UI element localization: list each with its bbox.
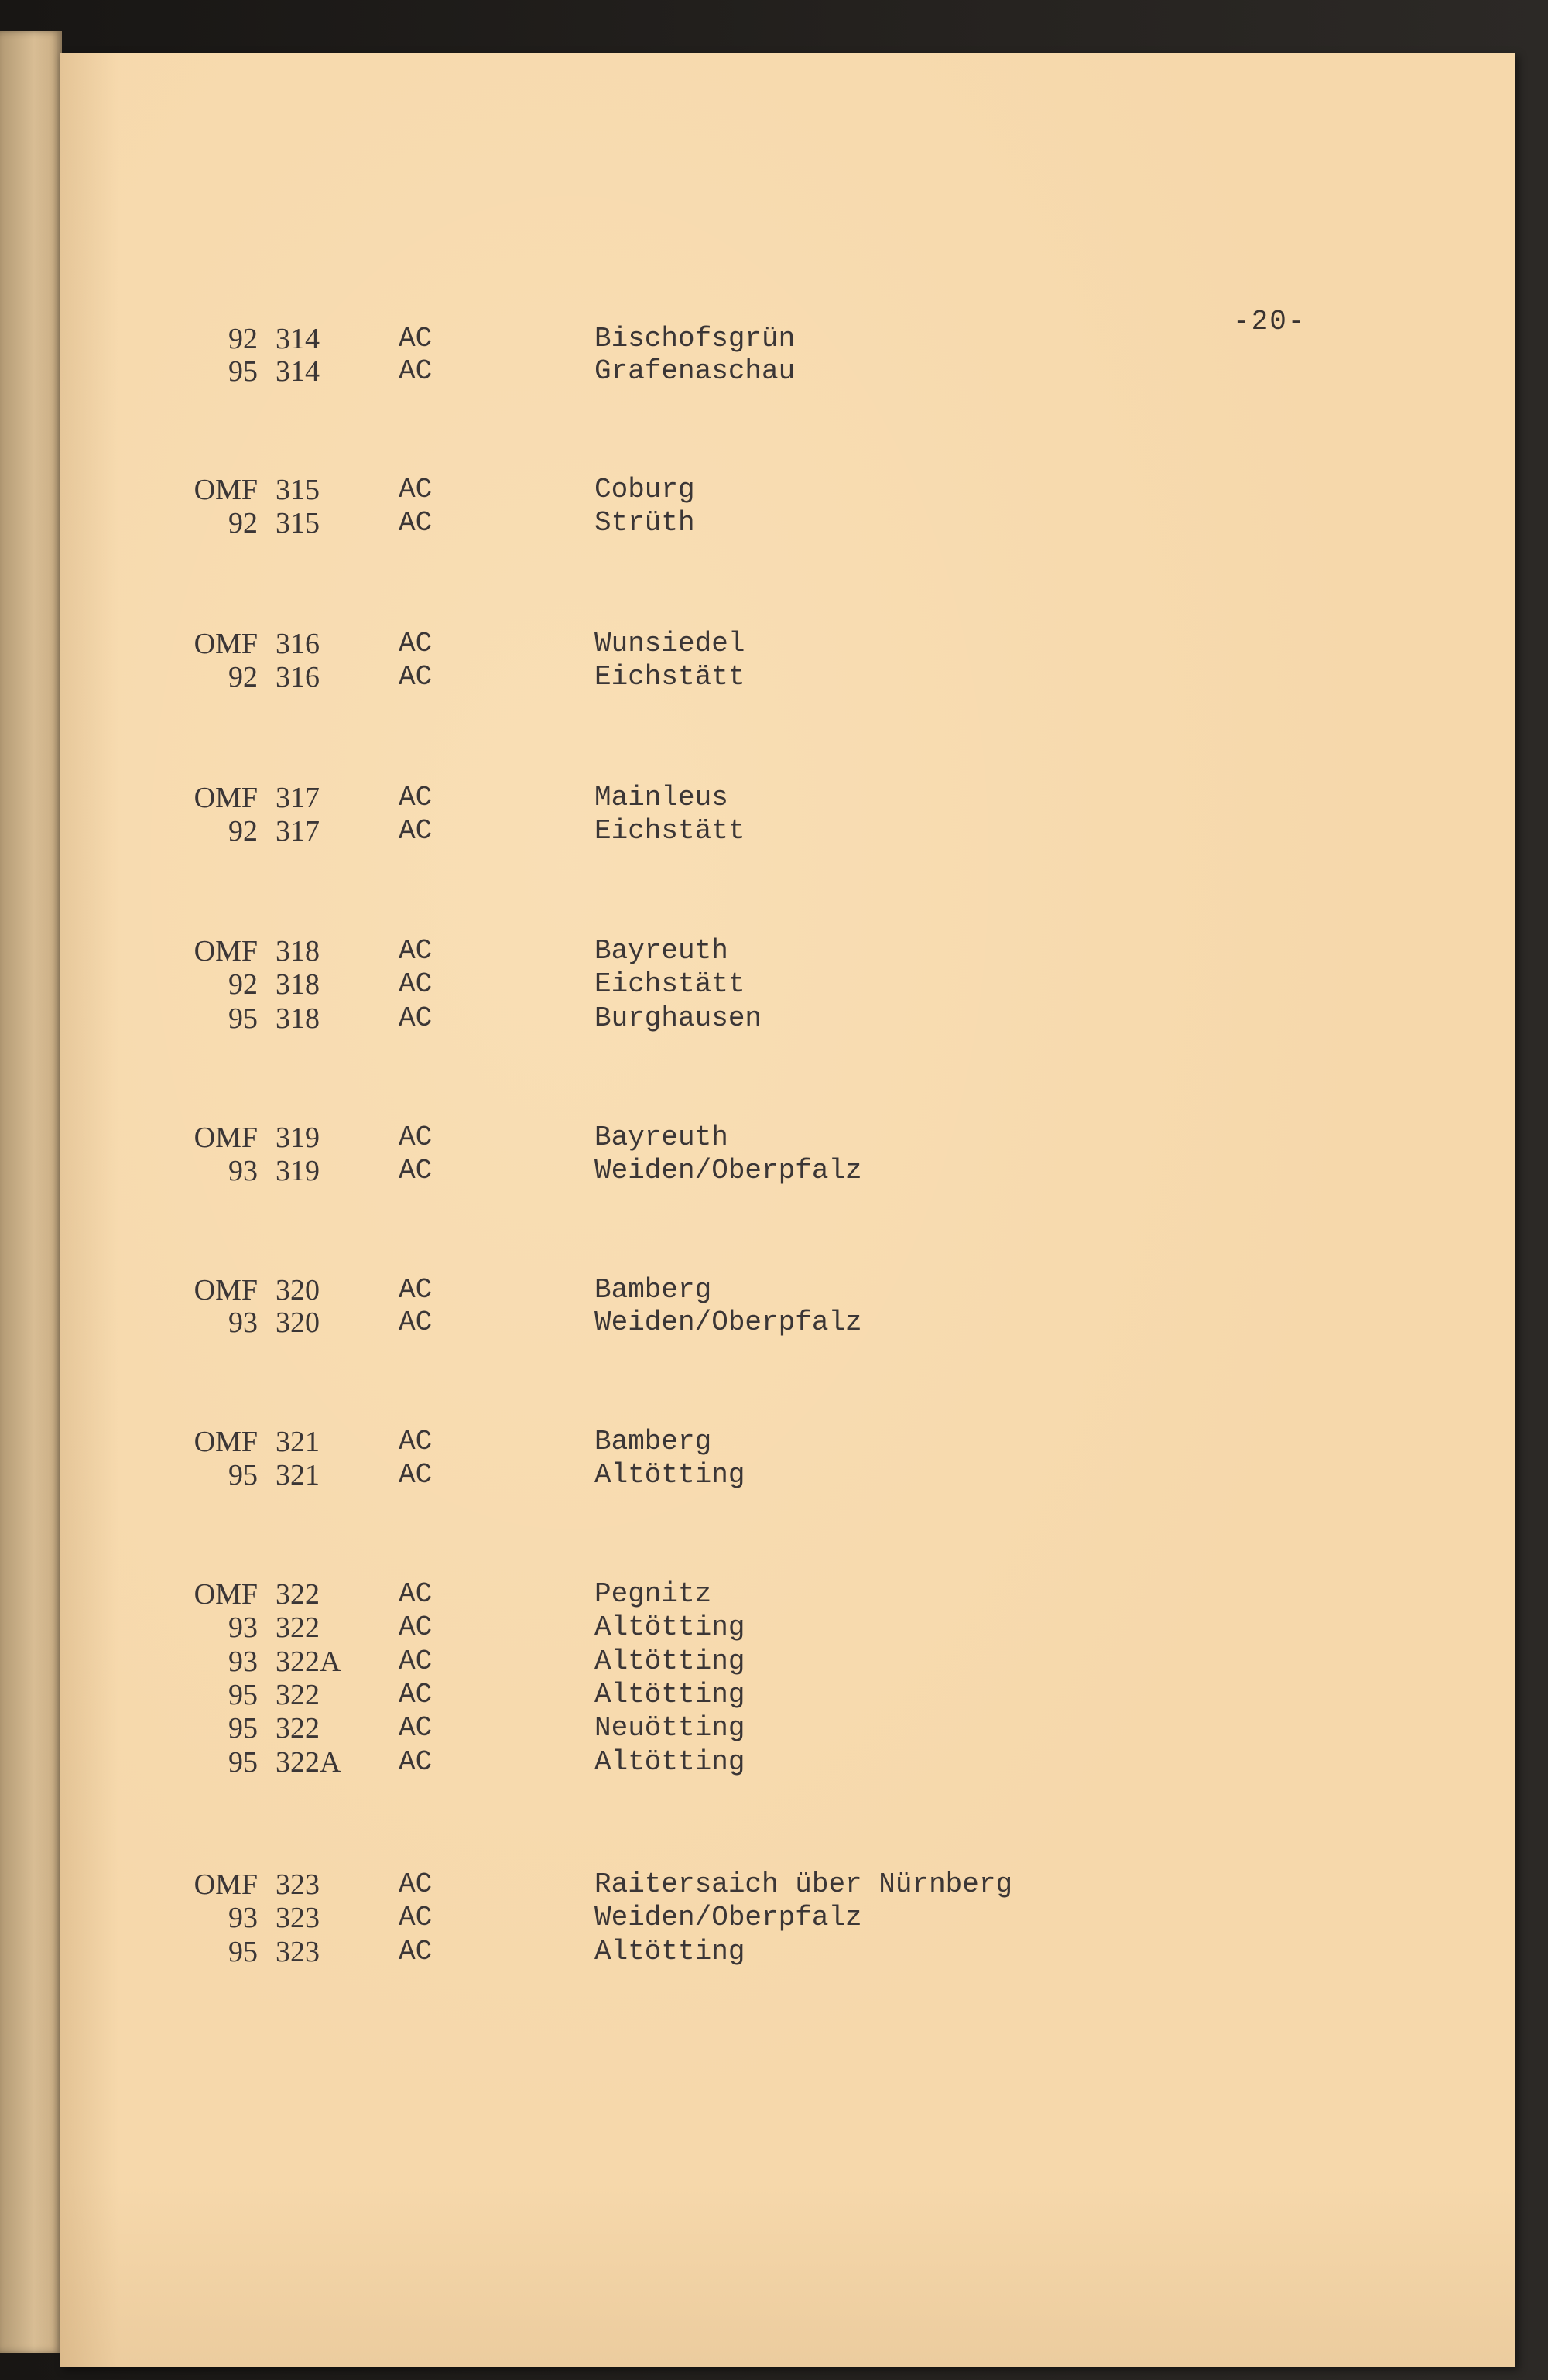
entry-number: 314 [276,355,320,388]
entry-type: AC [399,1712,433,1744]
unit-code: 92 [228,661,258,693]
previous-page-edge [0,31,62,2353]
place-name: Burghausen [594,1002,762,1034]
place-name: Weiden/Oberpfalz [594,1902,862,1933]
page-number: -20- [1233,306,1307,337]
place-name: Altötting [594,1459,745,1491]
entry-number: 321 [276,1459,320,1491]
entry-type: AC [399,1306,433,1338]
unit-code: 93 [228,1611,258,1644]
unit-code: OMF [194,782,258,814]
place-name: Bayreuth [594,935,728,967]
entry-number: 323 [276,1868,320,1901]
entry-type: AC [399,1426,433,1457]
place-name: Altötting [594,1645,745,1677]
entry-type: AC [399,1645,433,1677]
entry-type: AC [399,474,433,505]
entry-number: 323 [276,1936,320,1968]
unit-code: 95 [228,1746,258,1779]
unit-code: 93 [228,1902,258,1934]
place-name: Strüth [594,507,695,539]
entry-number: 319 [276,1155,320,1187]
entry-number: 316 [276,661,320,693]
entry-number: 319 [276,1122,320,1154]
unit-code: 92 [228,968,258,1001]
unit-code: 95 [228,355,258,388]
place-name: Altötting [594,1679,745,1711]
entry-number: 320 [276,1306,320,1339]
entry-type: AC [399,1122,433,1153]
entry-number: 318 [276,935,320,967]
unit-code: 92 [228,323,258,355]
place-name: Raitersaich über Nürnberg [594,1868,1013,1900]
entry-type: AC [399,1902,433,1933]
place-name: Weiden/Oberpfalz [594,1306,862,1338]
entry-type: AC [399,968,433,1000]
entry-number: 322 [276,1611,320,1644]
place-name: Bayreuth [594,1122,728,1153]
place-name: Coburg [594,474,695,505]
entry-number: 320 [276,1274,320,1306]
unit-code: OMF [194,1274,258,1306]
entry-number: 323 [276,1902,320,1934]
unit-code: 95 [228,1679,258,1711]
unit-code: 93 [228,1645,258,1678]
entry-number: 317 [276,815,320,848]
place-name: Eichstätt [594,815,745,847]
place-name: Altötting [594,1936,745,1967]
place-name: Bamberg [594,1426,712,1457]
place-name: Bamberg [594,1274,712,1306]
unit-code: 95 [228,1712,258,1745]
entry-type: AC [399,1679,433,1711]
entry-number: 318 [276,1002,320,1035]
place-name: Eichstätt [594,661,745,693]
entry-number: 322 [276,1712,320,1745]
entry-type: AC [399,1459,433,1491]
entry-type: AC [399,935,433,967]
entry-number: 316 [276,628,320,660]
entry-type: AC [399,323,433,354]
entry-type: AC [399,1868,433,1900]
place-name: Eichstätt [594,968,745,1000]
unit-code: 95 [228,1936,258,1968]
entry-number: 314 [276,323,320,355]
entry-type: AC [399,815,433,847]
unit-code: OMF [194,935,258,967]
entry-number: 318 [276,968,320,1001]
unit-code: OMF [194,474,258,506]
unit-code: 92 [228,507,258,539]
entry-number: 322A [276,1645,341,1678]
unit-code: OMF [194,1122,258,1154]
entry-type: AC [399,1002,433,1034]
entry-number: 321 [276,1426,320,1458]
unit-code: OMF [194,1868,258,1901]
unit-code: 95 [228,1459,258,1491]
place-name: Bischofsgrün [594,323,796,354]
place-name: Wunsiedel [594,628,745,659]
entry-type: AC [399,628,433,659]
place-name: Altötting [594,1746,745,1778]
entry-number: 317 [276,782,320,814]
entry-number: 315 [276,474,320,506]
entry-number: 322A [276,1746,341,1779]
place-name: Grafenaschau [594,355,796,387]
place-name: Neuötting [594,1712,745,1744]
entry-type: AC [399,1936,433,1967]
place-name: Altötting [594,1611,745,1643]
document-page [60,53,1515,2367]
unit-code: OMF [194,628,258,660]
entry-number: 315 [276,507,320,539]
unit-code: OMF [194,1426,258,1458]
entry-type: AC [399,355,433,387]
place-name: Mainleus [594,782,728,813]
entry-type: AC [399,782,433,813]
unit-code: 93 [228,1155,258,1187]
entry-type: AC [399,1578,433,1610]
unit-code: 93 [228,1306,258,1339]
entry-type: AC [399,1155,433,1187]
entry-number: 322 [276,1578,320,1611]
unit-code: 95 [228,1002,258,1035]
entry-number: 322 [276,1679,320,1711]
place-name: Weiden/Oberpfalz [594,1155,862,1187]
entry-type: AC [399,1746,433,1778]
place-name: Pegnitz [594,1578,712,1610]
entry-type: AC [399,1274,433,1306]
unit-code: 92 [228,815,258,848]
entry-type: AC [399,1611,433,1643]
entry-type: AC [399,661,433,693]
unit-code: OMF [194,1578,258,1611]
entry-type: AC [399,507,433,539]
